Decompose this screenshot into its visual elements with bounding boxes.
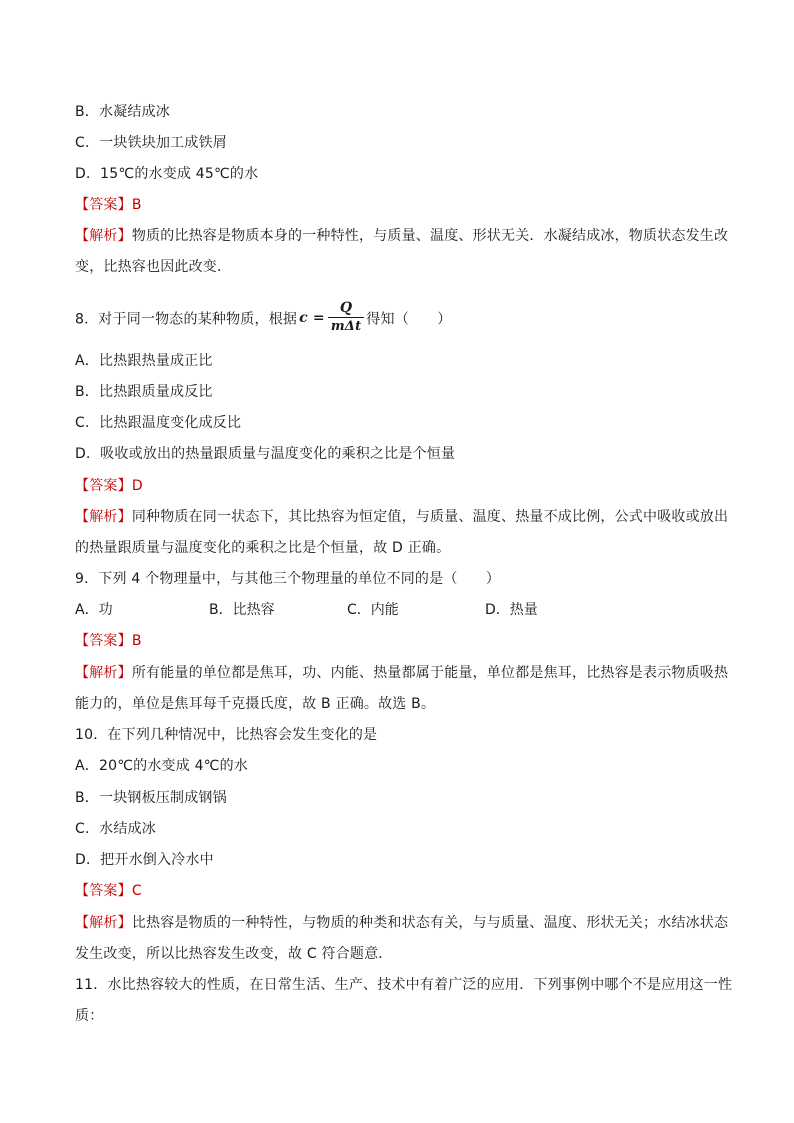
formula-denominator: mΔt xyxy=(330,319,362,334)
analysis-tag: 【解析】 xyxy=(75,665,132,681)
q9-option-d: D．热量 xyxy=(485,602,538,618)
q7-answer xyxy=(75,195,725,215)
q9-analysis-line2: 能力的，单位是焦耳每千克摄氏度，故 B 正确。故选 B。 xyxy=(75,696,436,712)
q10-stem: 10．在下列几种情况中，比热容会发生变化的是 xyxy=(75,727,378,743)
q8-stem xyxy=(75,302,725,336)
answer-value: B xyxy=(131,633,142,649)
q10-option-b: B．一块钢板压制成钢锅 xyxy=(75,790,227,806)
analysis-tag: 【解析】 xyxy=(75,228,132,244)
analysis-tag: 【解析】 xyxy=(75,915,132,931)
analysis-text: 比热容是物质的一种特性，与物质的种类和状态有关，与与质量、温度、形状无关；水结冰状态 xyxy=(131,915,729,931)
q9-option-a: A．功 xyxy=(75,602,113,618)
q9-option-b: B．比热容 xyxy=(209,602,275,618)
q10-option-d: D．把开水倒入冷水中 xyxy=(75,852,214,868)
q10-option-a: A．20℃的水变成 4℃的水 xyxy=(75,758,248,774)
q9-stem: 9．下列 4 个物理量中，与其他三个物理量的单位不同的是（ ） xyxy=(75,571,501,587)
q10-analysis-line2: 发生改变，所以比热容发生改变，故 C 符合题意． xyxy=(75,946,393,962)
answer-tag: 【答案】 xyxy=(75,883,132,899)
analysis-text: 所有能量的单位都是焦耳，功、内能、热量都属于能量，单位都是焦耳，比热容是表示物质吸热 xyxy=(131,665,729,681)
answer-value: D xyxy=(131,478,143,494)
q9-option-c: C．内能 xyxy=(347,602,399,618)
q10-option-c: C．水结成冰 xyxy=(75,821,156,837)
q8-option-c: C．比热跟温度变化成反比 xyxy=(75,415,242,431)
answer-value: B xyxy=(131,197,142,213)
analysis-text: 同种物质在同一状态下，其比热容为恒定值，与质量、温度、热量不成比例，公式中吸收或放出 xyxy=(131,509,729,525)
q8-stem-prefix: 8．对于同一物态的某种物质，根据 xyxy=(75,311,298,328)
q8-answer xyxy=(75,476,725,496)
q11-stem-line1: 11．水比热容较大的性质，在日常生活、生产、技术中有着广泛的应用．下列事例中哪个不是应用这一性 xyxy=(75,977,733,993)
q7-option-b: B．水凝结成冰 xyxy=(75,104,171,120)
q7-option-d: D．15℃的水变成 45℃的水 xyxy=(75,166,259,182)
formula-numerator: Q xyxy=(328,300,364,318)
q9-answer xyxy=(75,631,725,651)
q8-option-b: B．比热跟质量成反比 xyxy=(75,384,213,400)
q8-analysis-line2: 的热量跟质量与温度变化的乘积之比是个恒量，故 D 正确。 xyxy=(75,540,451,556)
analysis-text: 物质的比热容是物质本身的一种特性，与质量、温度、形状无关．水凝结成冰，物质状态发生改 xyxy=(131,228,729,244)
q8-stem-suffix: 得知（ ） xyxy=(366,311,452,328)
q7-option-c: C．一块铁块加工成铁屑 xyxy=(75,135,227,151)
q10-analysis-line1 xyxy=(75,913,729,933)
answer-tag: 【答案】 xyxy=(75,478,132,494)
q9-analysis-line1 xyxy=(75,663,729,683)
answer-tag: 【答案】 xyxy=(75,633,132,649)
q8-option-a: A．比热跟热量成正比 xyxy=(75,353,213,369)
q7-analysis-line2: 变，比热容也因此改变． xyxy=(75,259,232,275)
q7-analysis-line1 xyxy=(75,226,729,246)
q8-analysis-line1 xyxy=(75,507,729,527)
q11-stem-line2: 质： xyxy=(75,1008,104,1024)
answer-tag: 【答案】 xyxy=(75,197,132,213)
analysis-tag: 【解析】 xyxy=(75,509,132,525)
q8-option-d: D．吸收或放出的热量跟质量与温度变化的乘积之比是个恒量 xyxy=(75,446,456,462)
specific-heat-formula xyxy=(299,300,364,335)
formula-lhs: c = xyxy=(299,309,325,326)
formula-fraction xyxy=(328,300,364,335)
q10-answer xyxy=(75,881,725,901)
answer-value: C xyxy=(131,883,142,899)
